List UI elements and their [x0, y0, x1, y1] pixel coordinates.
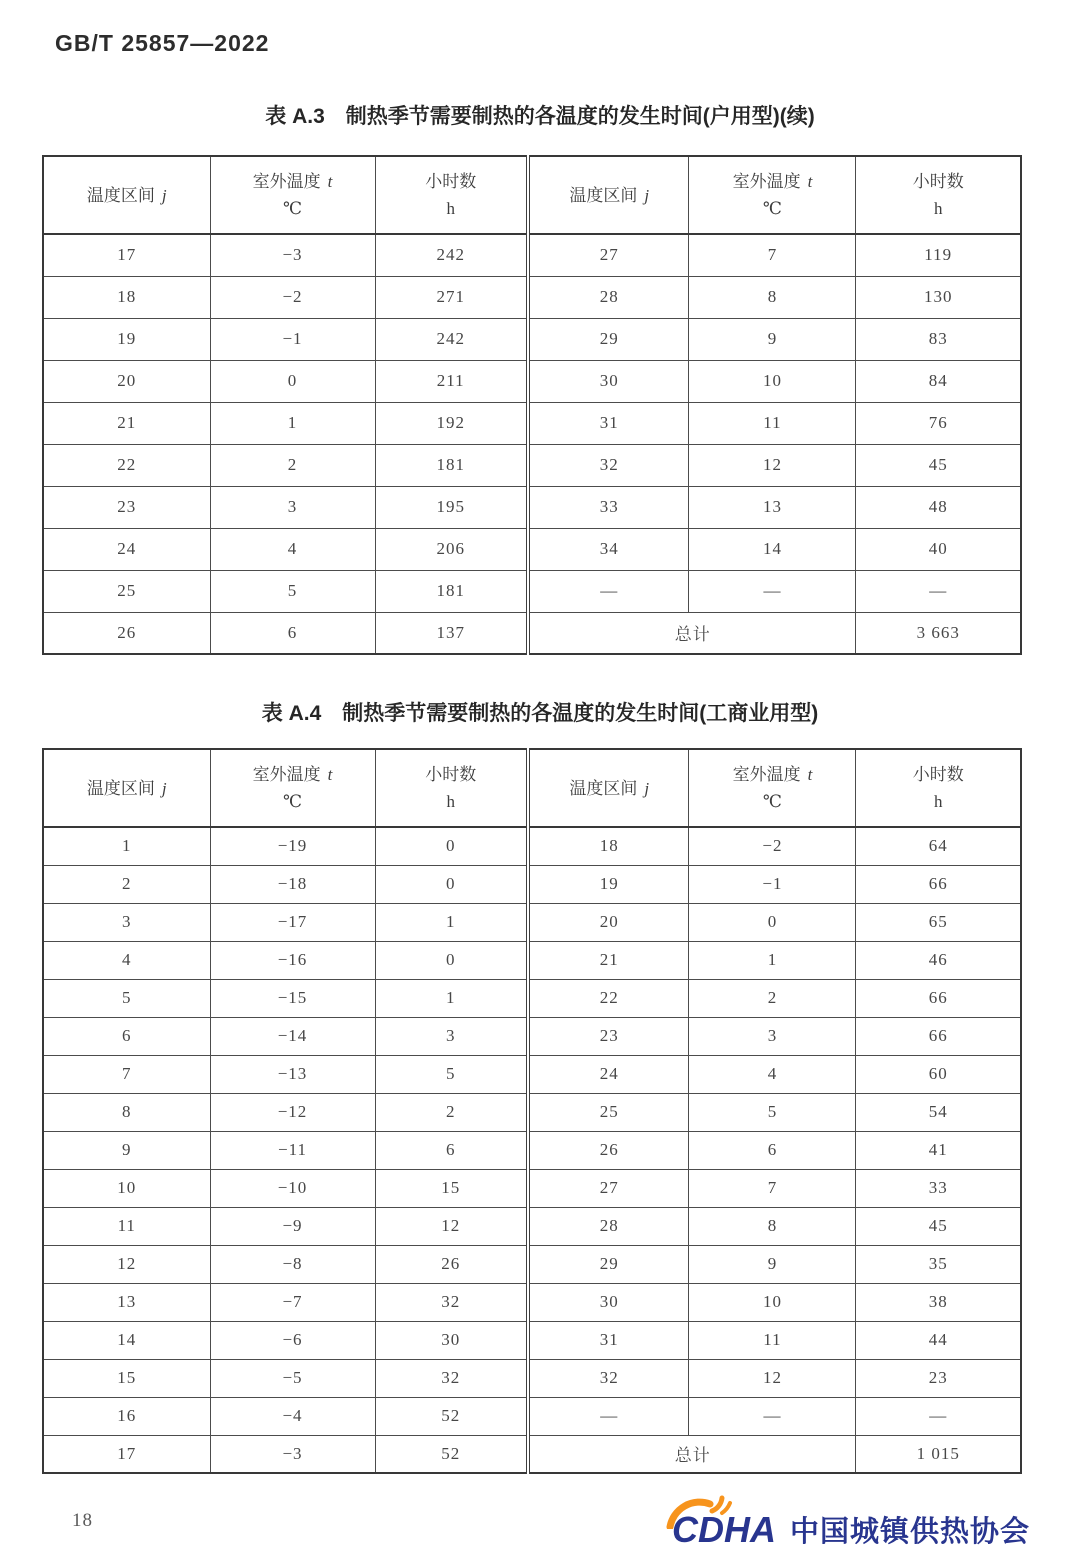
table-row	[43, 941, 1021, 979]
table-cell: 1	[210, 402, 375, 444]
table-cell: —	[856, 1397, 1021, 1435]
table-total-row	[43, 612, 1021, 654]
table-cell: 7	[689, 1169, 856, 1207]
table-cell: 32	[528, 1359, 689, 1397]
table-row	[43, 865, 1021, 903]
table-cell: −1	[210, 318, 375, 360]
table-cell: 5	[43, 979, 210, 1017]
col-header-hours: 小时数 h	[375, 156, 528, 234]
table-cell: 83	[856, 318, 1021, 360]
table-cell: 137	[375, 612, 528, 654]
table-cell: −2	[210, 276, 375, 318]
table-cell: 33	[856, 1169, 1021, 1207]
table-row	[43, 1093, 1021, 1131]
table-cell: 12	[689, 444, 856, 486]
total-label-cell: 总计	[528, 612, 856, 654]
table-cell: 12	[375, 1207, 528, 1245]
table-row	[43, 570, 1021, 612]
table-cell: 20	[528, 903, 689, 941]
standard-number: GB/T 25857—2022	[55, 30, 270, 56]
table-cell: 14	[689, 528, 856, 570]
table-cell: 5	[375, 1055, 528, 1093]
table-cell: 15	[43, 1359, 210, 1397]
cdha-logo	[672, 1494, 1030, 1552]
table-row	[43, 1055, 1021, 1093]
table-cell: −16	[210, 941, 375, 979]
col-header-outdoor-temp: 室外温度 t ℃	[689, 156, 856, 234]
table-cell: 5	[689, 1093, 856, 1131]
table-cell: 29	[528, 1245, 689, 1283]
table-cell: −2	[689, 827, 856, 865]
table-cell: 40	[856, 528, 1021, 570]
table-cell: 21	[43, 402, 210, 444]
table-cell: 31	[528, 402, 689, 444]
table-cell: −3	[210, 1435, 375, 1473]
table-cell: 1	[689, 941, 856, 979]
table-cell: 14	[43, 1321, 210, 1359]
table-cell: 45	[856, 1207, 1021, 1245]
table-cell: −10	[210, 1169, 375, 1207]
table-cell: 30	[528, 1283, 689, 1321]
table-cell: 35	[856, 1245, 1021, 1283]
table-row	[43, 528, 1021, 570]
table-row	[43, 1359, 1021, 1397]
col-header-hours: 小时数 h	[856, 156, 1021, 234]
table-cell: 12	[43, 1245, 210, 1283]
table-row	[43, 1321, 1021, 1359]
total-label-cell: 总计	[528, 1435, 856, 1473]
table-row	[43, 979, 1021, 1017]
table-cell: 26	[43, 612, 210, 654]
total-value-cell: 1 015	[856, 1435, 1021, 1473]
table-cell: 5	[210, 570, 375, 612]
table-a3-title: 表 A.3 制热季节需要制热的各温度的发生时间(户用型)(续)	[265, 105, 815, 128]
table-cell: −11	[210, 1131, 375, 1169]
col-header-outdoor-temp: 室外温度 t ℃	[689, 749, 856, 827]
table-row	[43, 1131, 1021, 1169]
table-cell: 21	[528, 941, 689, 979]
table-cell: −18	[210, 865, 375, 903]
table-cell: 16	[43, 1397, 210, 1435]
table-row	[43, 234, 1021, 276]
table-cell: 8	[43, 1093, 210, 1131]
table-cell: 10	[43, 1169, 210, 1207]
table-cell: 38	[856, 1283, 1021, 1321]
table-cell: 10	[689, 360, 856, 402]
col-header-outdoor-temp: 室外温度 t ℃	[210, 156, 375, 234]
table-cell: 9	[43, 1131, 210, 1169]
table-cell: 1	[375, 903, 528, 941]
table-cell: −7	[210, 1283, 375, 1321]
table-cell: −17	[210, 903, 375, 941]
table-total-row	[43, 1435, 1021, 1473]
table-cell: 66	[856, 979, 1021, 1017]
table-cell: 0	[689, 903, 856, 941]
table-cell: 24	[528, 1055, 689, 1093]
table-cell: 26	[375, 1245, 528, 1283]
table-cell: 31	[528, 1321, 689, 1359]
table-cell: 27	[528, 234, 689, 276]
table-cell: 66	[856, 1017, 1021, 1055]
table-cell: 119	[856, 234, 1021, 276]
table-cell: 48	[856, 486, 1021, 528]
col-header-interval: 温度区间 j	[43, 156, 210, 234]
table-row	[43, 1169, 1021, 1207]
table-cell: 9	[689, 318, 856, 360]
table-cell: 17	[43, 1435, 210, 1473]
table-cell: 130	[856, 276, 1021, 318]
table-cell: 22	[43, 444, 210, 486]
table-cell: 4	[689, 1055, 856, 1093]
table-cell: 76	[856, 402, 1021, 444]
table-cell: 25	[528, 1093, 689, 1131]
table-a4	[42, 748, 1022, 1474]
table-cell: 19	[43, 318, 210, 360]
table-cell: 18	[43, 276, 210, 318]
table-cell: 23	[528, 1017, 689, 1055]
table-cell: −12	[210, 1093, 375, 1131]
table-cell: 23	[43, 486, 210, 528]
table-cell: −8	[210, 1245, 375, 1283]
table-cell: 44	[856, 1321, 1021, 1359]
table-cell: 23	[856, 1359, 1021, 1397]
table-cell: 32	[528, 444, 689, 486]
table-cell: 20	[43, 360, 210, 402]
table-cell: 3	[689, 1017, 856, 1055]
table-cell: 41	[856, 1131, 1021, 1169]
table-cell: 54	[856, 1093, 1021, 1131]
table-cell: 7	[43, 1055, 210, 1093]
table-cell: 13	[689, 486, 856, 528]
table-row	[43, 402, 1021, 444]
table-cell: 242	[375, 234, 528, 276]
table-row	[43, 1017, 1021, 1055]
table-cell: 30	[375, 1321, 528, 1359]
table-cell: 45	[856, 444, 1021, 486]
table-cell: 52	[375, 1435, 528, 1473]
table-cell: 30	[528, 360, 689, 402]
table-cell: 11	[689, 402, 856, 444]
table-cell: 12	[689, 1359, 856, 1397]
col-header-hours: 小时数 h	[375, 749, 528, 827]
table-cell: 66	[856, 865, 1021, 903]
table-row	[43, 903, 1021, 941]
table-cell: 242	[375, 318, 528, 360]
table-cell: −5	[210, 1359, 375, 1397]
table-cell: −14	[210, 1017, 375, 1055]
table-a3-header	[43, 156, 1021, 234]
table-cell: 34	[528, 528, 689, 570]
table-cell: —	[856, 570, 1021, 612]
table-cell: 7	[689, 234, 856, 276]
table-cell: 1	[375, 979, 528, 1017]
total-value-cell: 3 663	[856, 612, 1021, 654]
table-cell: 1	[43, 827, 210, 865]
table-cell: 52	[375, 1397, 528, 1435]
col-header-outdoor-temp: 室外温度 t ℃	[210, 749, 375, 827]
table-cell: 3	[375, 1017, 528, 1055]
table-cell: 22	[528, 979, 689, 1017]
table-cell: 6	[375, 1131, 528, 1169]
table-cell: —	[528, 570, 689, 612]
table-cell: −1	[689, 865, 856, 903]
logo-org-name: 中国城镇供热协会	[789, 1515, 1030, 1548]
table-cell: 28	[528, 1207, 689, 1245]
table-cell: 18	[528, 827, 689, 865]
table-cell: —	[528, 1397, 689, 1435]
table-row	[43, 360, 1021, 402]
table-cell: 32	[375, 1359, 528, 1397]
table-cell: 3	[43, 903, 210, 941]
table-row	[43, 276, 1021, 318]
col-header-interval: 温度区间 j	[528, 749, 689, 827]
table-cell: 181	[375, 444, 528, 486]
table-cell: 206	[375, 528, 528, 570]
table-cell: −19	[210, 827, 375, 865]
table-cell: 2	[43, 865, 210, 903]
table-row	[43, 444, 1021, 486]
table-cell: 15	[375, 1169, 528, 1207]
table-cell: 3	[210, 486, 375, 528]
table-cell: 6	[43, 1017, 210, 1055]
table-cell: 6	[689, 1131, 856, 1169]
table-cell: −13	[210, 1055, 375, 1093]
table-cell: 8	[689, 1207, 856, 1245]
table-a4-header	[43, 749, 1021, 827]
table-cell: 11	[43, 1207, 210, 1245]
table-cell: −4	[210, 1397, 375, 1435]
table-cell: —	[689, 570, 856, 612]
col-header-interval: 温度区间 j	[528, 156, 689, 234]
table-cell: 6	[210, 612, 375, 654]
table-cell: 26	[528, 1131, 689, 1169]
table-cell: −9	[210, 1207, 375, 1245]
table-a3	[42, 155, 1022, 655]
table-cell: 271	[375, 276, 528, 318]
table-cell: 25	[43, 570, 210, 612]
table-cell: 28	[528, 276, 689, 318]
col-header-interval: 温度区间 j	[43, 749, 210, 827]
table-row	[43, 827, 1021, 865]
page-number: 18	[72, 1510, 93, 1531]
table-cell: 9	[689, 1245, 856, 1283]
table-cell: 192	[375, 402, 528, 444]
col-header-hours: 小时数 h	[856, 749, 1021, 827]
cdha-swoosh-icon	[664, 1493, 734, 1529]
table-row	[43, 318, 1021, 360]
cdha-logo-mark	[672, 1495, 776, 1551]
table-row	[43, 486, 1021, 528]
table-cell: 17	[43, 234, 210, 276]
table-cell: 0	[375, 941, 528, 979]
table-cell: 4	[210, 528, 375, 570]
table-cell: 46	[856, 941, 1021, 979]
table-cell: 64	[856, 827, 1021, 865]
table-cell: −6	[210, 1321, 375, 1359]
table-cell: 2	[210, 444, 375, 486]
table-cell: 27	[528, 1169, 689, 1207]
table-cell: 10	[689, 1283, 856, 1321]
table-cell: 2	[375, 1093, 528, 1131]
table-cell: 33	[528, 486, 689, 528]
table-cell: 65	[856, 903, 1021, 941]
table-a4-title: 表 A.4 制热季节需要制热的各温度的发生时间(工商业用型)	[261, 702, 819, 725]
table-cell: 0	[210, 360, 375, 402]
table-cell: 4	[43, 941, 210, 979]
table-cell: 211	[375, 360, 528, 402]
table-cell: −15	[210, 979, 375, 1017]
table-row	[43, 1245, 1021, 1283]
table-cell: 84	[856, 360, 1021, 402]
table-cell: 2	[689, 979, 856, 1017]
table-cell: —	[689, 1397, 856, 1435]
table-row	[43, 1283, 1021, 1321]
table-cell: −3	[210, 234, 375, 276]
table-cell: 0	[375, 865, 528, 903]
table-cell: 19	[528, 865, 689, 903]
table-cell: 24	[43, 528, 210, 570]
table-cell: 11	[689, 1321, 856, 1359]
logo-acronym: CDHA	[671, 1509, 776, 1550]
table-cell: 0	[375, 827, 528, 865]
table-row	[43, 1207, 1021, 1245]
table-cell: 13	[43, 1283, 210, 1321]
table-cell: 29	[528, 318, 689, 360]
table-row	[43, 1397, 1021, 1435]
table-cell: 60	[856, 1055, 1021, 1093]
table-cell: 181	[375, 570, 528, 612]
table-cell: 8	[689, 276, 856, 318]
table-cell: 195	[375, 486, 528, 528]
table-cell: 32	[375, 1283, 528, 1321]
